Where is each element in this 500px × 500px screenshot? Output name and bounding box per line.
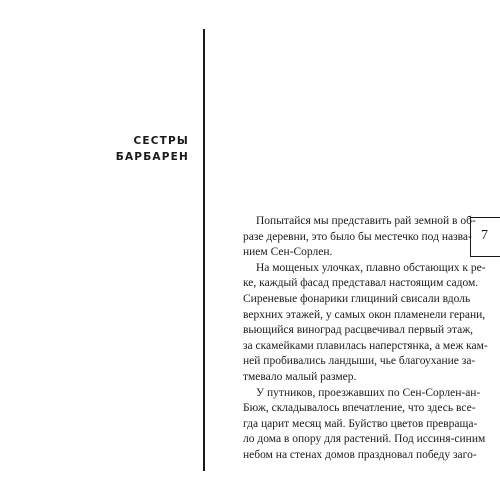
text-line: ке, каждый фасад представал настоящим садом. (243, 277, 479, 290)
text-line: ней пробивались ландыши, чье благоухание за- (243, 355, 476, 368)
left-page (0, 0, 203, 500)
text-line: верхних этажей, у самых окон пламенели герани, (243, 308, 486, 321)
body-text (243, 214, 488, 464)
page-number: 7 (481, 228, 488, 243)
text-line: небом на стенах домов праздновал победу заго- (243, 448, 477, 461)
text-line: тмевало малый размер. (243, 370, 357, 383)
paragraph-2 (243, 261, 488, 386)
text-line: разе деревни, это было бы местечко под назва‑ (243, 230, 472, 243)
text-line: У путников, проезжавших по Сен-Сорлен-ан- (256, 386, 481, 399)
chapter-title (116, 133, 189, 165)
page-number-tab (470, 217, 500, 257)
chapter-title-line-2: БАРБАРЕН (115, 151, 189, 163)
paragraph-3 (243, 386, 486, 464)
text-line: гда царит месяц май. Буйство цветов превраща- (243, 417, 478, 430)
text-line: На мощеных улочках, плавно обстающих к ре- (256, 261, 486, 274)
chapter-title-line-1: СЕСТРЫ (133, 135, 189, 147)
text-line: вьющийся виноград расцвечивал первый этаж, (243, 324, 474, 337)
text-line: Сиреневые фонарики глициний свисали вдоль (243, 292, 471, 305)
text-line: Бюж, складывалось впечатление, что здесь все- (243, 402, 476, 415)
paragraph-1 (243, 214, 476, 261)
text-line: ни​ем Сен-Сорлен. (243, 246, 333, 259)
text-line: за скамейками плавилась наперстянка, а меж кам- (243, 339, 488, 352)
text-line: Попытайся мы представить рай земной в об- (256, 215, 476, 227)
right-page (205, 0, 500, 500)
text-line: ло дома в опору для растений. Под иссиня-синим (243, 433, 486, 446)
